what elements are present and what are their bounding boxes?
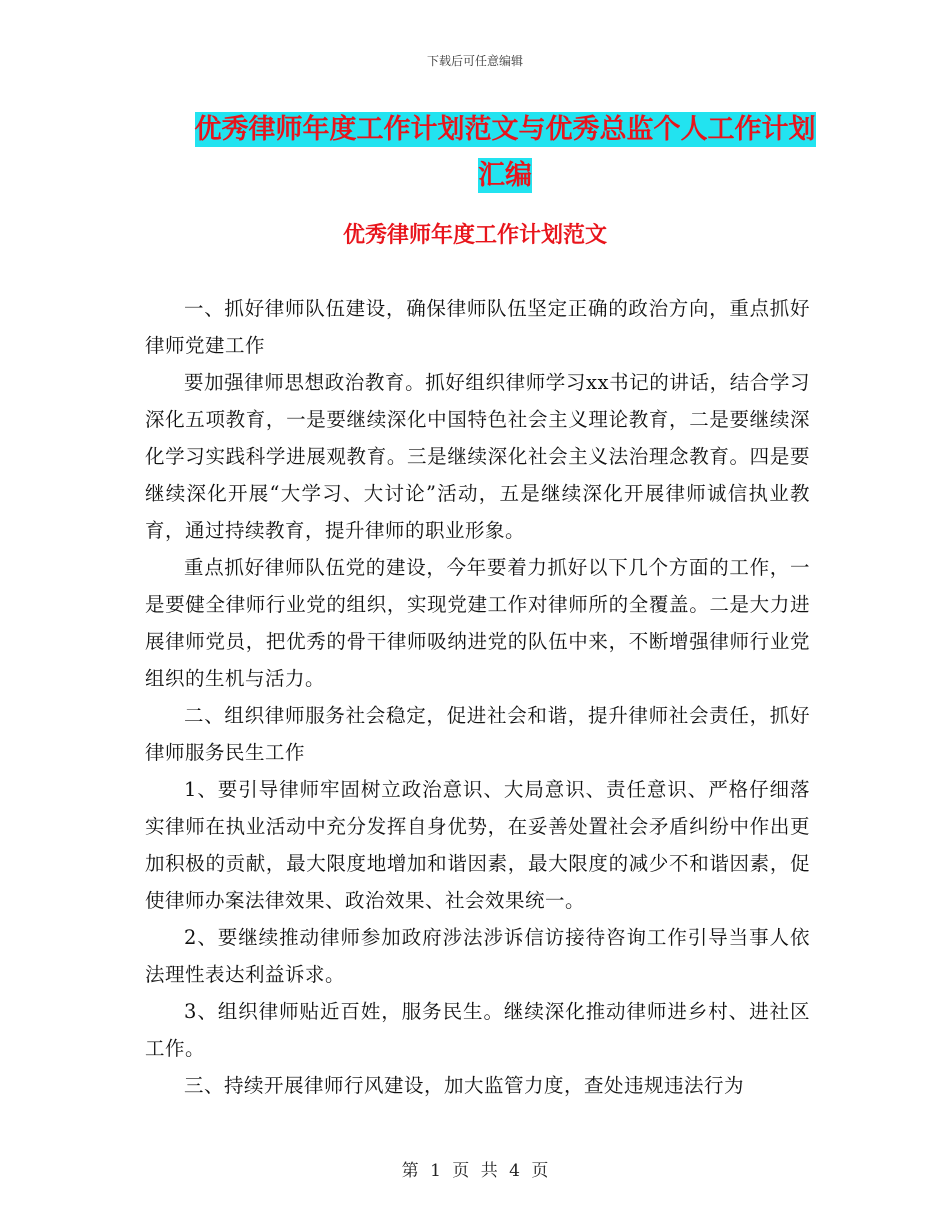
paragraph: 1、要引导律师牢固树立政治意识、大局意识、责任意识、严格仔细落实律师在执业活动中充分发挥自身优势，在妥善处置社会矛盾纠纷中作出更加积极的贡献，最大限度地增加和谐因素，最大限度的减少不和谐因素，促使律师办案法律效果、政治效果、社会效果统一。 xyxy=(145,778,810,912)
document-title xyxy=(140,108,870,198)
document-title-line1: 优秀律师年度工作计划范文与优秀总监个人工作计划 xyxy=(194,114,816,145)
paragraph: 重点抓好律师队伍党的建设，今年要着力抓好以下几个方面的工作，一是要健全律师行业党的组织，实现党建工作对律师所的全覆盖。二是大力进展律师党员，把优秀的骨干律师吸纳进党的队伍中来，不断增强律师行业党组织的生机与活力。 xyxy=(145,556,810,690)
page-footer: 第 1 页 共 4 页 xyxy=(401,1161,549,1181)
paragraph: 2、要继续推动律师参加政府涉法涉诉信访接待咨询工作引导当事人依法理性表达利益诉求。 xyxy=(145,926,810,986)
paragraph: 3、组织律师贴近百姓，服务民生。继续深化推动律师进乡村、进社区工作。 xyxy=(145,1000,810,1060)
paragraph: 三、持续开展律师行风建设，加大监管力度，查处违规违法行为 xyxy=(184,1074,745,1097)
paragraph: 要加强律师思想政治教育。抓好组织律师学习xx书记的讲话，结合学习深化五项教育，一是要继续深化中国特色社会主义理论教育，二是要继续深化学习实践科学进展观教育。三是继续深化社会主义法治理念教育。四是要继续深化开展“大学习、大讨论”活动，五是继续深化开展律师诚信执业教育，通过持续教育，提升律师的职业形象。 xyxy=(145,371,810,542)
document-title-line2: 汇编 xyxy=(478,160,532,191)
header-note: 下载后可任意编辑 xyxy=(426,54,523,68)
document-body xyxy=(145,290,810,1104)
paragraph: 二、组织律师服务社会稳定，促进社会和谐，提升律师社会责任，抓好律师服务民生工作 xyxy=(145,704,810,764)
section-title: 优秀律师年度工作计划范文 xyxy=(342,223,607,248)
paragraph: 一、抓好律师队伍建设，确保律师队伍坚定正确的政治方向，重点抓好律师党建工作 xyxy=(145,297,810,357)
